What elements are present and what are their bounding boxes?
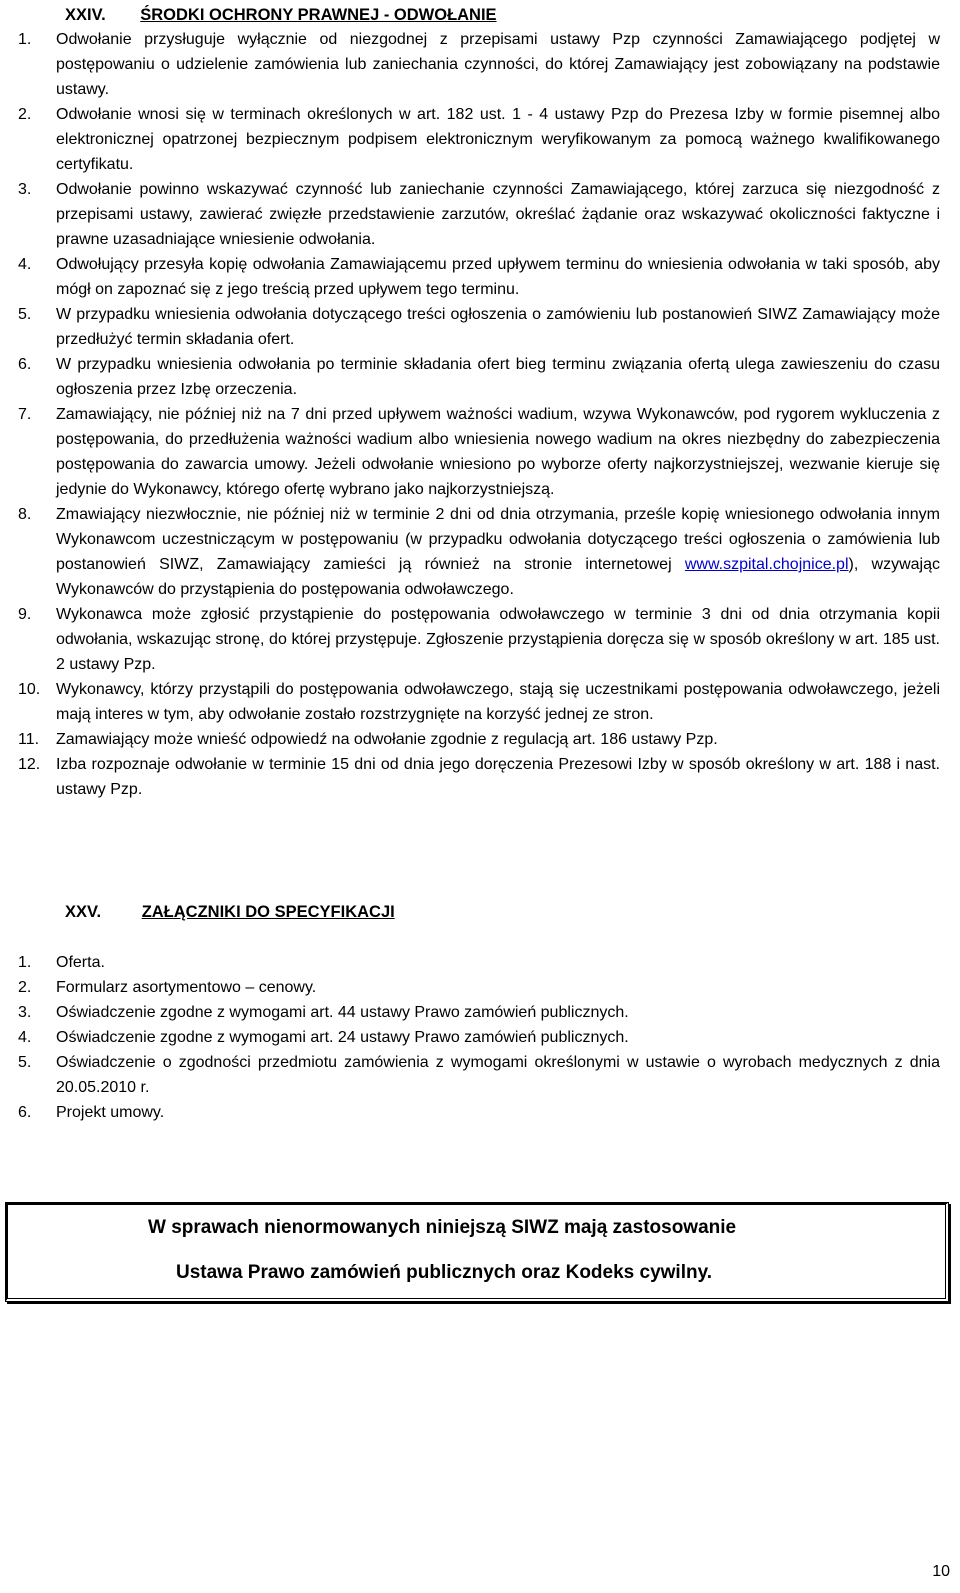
item-number: 11. — [18, 731, 40, 748]
item-number: 8. — [18, 506, 32, 523]
item-text-part: ), wzywając Wykonawców do przystąpienia do postępowania odwoławczego. — [56, 556, 940, 598]
item-number: 5. — [18, 306, 32, 323]
section-xxiv-heading — [65, 3, 497, 27]
notice-line: Ustawa Prawo zamówień publicznych oraz Kodeks cywilny. — [176, 1262, 713, 1283]
list-item — [18, 302, 940, 352]
item-text: Odwołujący przesyła kopię odwołania Zamawiającemu przed upływem terminu do wniesienia odwołania w taki sposób, aby mógł on zapoznać się z jego treścią przed upływem tego terminu. — [56, 256, 940, 298]
notice-line: W sprawach nienormowanych niniejszą SIWZ mają zastosowanie — [148, 1217, 737, 1238]
item-number: 6. — [18, 1104, 32, 1121]
list-item — [18, 752, 940, 802]
item-text: Izba rozpoznaje odwołanie w terminie 15 dni od dnia jego doręczenia Prezesowi Izby w sposób określony w art. 188 i nast. ustawy Pzp. — [56, 756, 940, 798]
item-number: 12. — [18, 756, 41, 773]
item-number: 4. — [18, 256, 32, 273]
item-text: Oświadczenie zgodne z wymogami art. 44 ustawy Prawo zamówień publicznych. — [56, 1004, 629, 1021]
section-xxv-heading — [65, 900, 395, 924]
item-text: Odwołanie wnosi się w terminach określonych w art. 182 ust. 1 - 4 ustawy Pzp do Prezesa Izby w formie pisemnej albo elektronicznej opatrzonej bezpiecznym podpisem elektronicznym weryfikowanym za pomocą ważnego kwalifikowanego certyfikatu. — [56, 106, 940, 173]
item-text: W przypadku wniesienia odwołania po terminie składania ofert bieg terminu związania ofertą ulega zawieszeniu do czasu ogłoszenia przez Izbę orzeczenia. — [56, 356, 940, 398]
item-text: Oferta. — [56, 954, 105, 971]
item-number: 7. — [18, 406, 32, 423]
item-text: Formularz asortymentowo – cenowy. — [56, 979, 317, 996]
item-text: Odwołanie przysługuje wyłącznie od niezgodnej z przepisami ustawy Pzp czynności Zamawiającego podjętej w postępowaniu o udzielenie zamówienia lub zaniechania czynności, do której Zamawiający jest zobowiązany na podstawie ustawy. — [56, 31, 940, 98]
item-number: 4. — [18, 1029, 32, 1046]
item-number: 5. — [18, 1054, 32, 1071]
item-text: Zamawiający, nie później niż na 7 dni przed upływem ważności wadium, wzywa Wykonawców, pod rygorem wykluczenia z postępowania, do przedłużenia ważności wadium albo wniesienia nowego wadium na okres niezbędny do zabezpieczenia postępowania do zawarcia umowy. Jeżeli odwołanie wniesiono po wyborze oferty najkorzystniejszej, wezwanie kieruje się jedynie do Wykonawcy, którego ofertę wybrano jako najkorzystniejszą. — [56, 406, 940, 498]
item-number: 2. — [18, 979, 32, 996]
item-text: Oświadczenie o zgodności przedmiotu zamówienia z wymogami określonymi w ustawie o wyrobach medycznych z dnia 20.05.2010 r. — [56, 1054, 940, 1096]
list-item — [18, 252, 940, 302]
item-number: 2. — [18, 106, 32, 123]
section-title: ZAŁĄCZNIKI DO SPECYFIKACJI — [141, 903, 395, 921]
list-item — [18, 102, 940, 177]
item-text: Projekt umowy. — [56, 1104, 165, 1121]
section-number: XXIV. — [65, 6, 106, 24]
section-number: XXV. — [65, 903, 102, 921]
item-text: Zamawiający może wnieść odpowiedź na odwołanie zgodnie z regulacją art. 186 ustawy Pzp. — [56, 731, 718, 748]
list-item — [18, 27, 940, 102]
list-item — [18, 502, 940, 602]
page-number: 10 — [932, 1563, 950, 1580]
item-number: 3. — [18, 181, 32, 198]
list-item — [18, 1100, 940, 1125]
list-item — [18, 1000, 940, 1025]
list-item — [18, 602, 940, 677]
list-item — [18, 402, 940, 502]
list-item — [18, 177, 940, 252]
hospital-website-link[interactable]: www.szpital.chojnice.pl — [684, 556, 849, 573]
list-item — [18, 352, 940, 402]
item-text-part: Zmawiający niezwłocznie, nie później niż w terminie 2 dni od dnia otrzymania, prześle kopię wniesionego odwołania innym Wykonawcom uczestniczącym w postępowaniu (w przypadku odwołania dotyczącego treści ogłoszenia o zamówienia lub postanowień SIWZ, Zamawiający zamieści ją również na stronie internetowej — [56, 506, 940, 573]
section-title: ŚRODKI OCHRONY PRAWNEJ - ODWOŁANIE — [140, 6, 497, 24]
item-text: Wykonawca może zgłosić przystąpienie do postępowania odwoławczego w terminie 3 dni od dnia otrzymania kopii odwołania, wskazując stronę, do której przystępuje. Zgłoszenie przystąpienia doręcza się w sposób określony w art. 185 ust. 2 ustawy Pzp. — [56, 606, 940, 673]
item-number: 1. — [18, 954, 32, 971]
item-number: 6. — [18, 356, 32, 373]
list-item — [18, 677, 940, 727]
item-text: Wykonawcy, którzy przystąpili do postępowania odwoławczego, stają się uczestnikami postępowania odwoławczego, jeżeli mają interes w tym, aby odwołanie zostało rozstrzygnięte na korzyść jednej ze stron. — [56, 681, 940, 723]
item-text: W przypadku wniesienia odwołania dotyczącego treści ogłoszenia o zamówieniu lub postanowień SIWZ Zamawiający może przedłużyć termin składania ofert. — [56, 306, 940, 348]
item-number: 1. — [18, 31, 32, 48]
item-text: Odwołanie powinno wskazywać czynność lub zaniechanie czynności Zamawiającego, której zarzuca się niezgodność z przepisami ustawy, zawierać zwięzłe przedstawienie zarzutów, określać żądanie oraz wskazywać okoliczności faktyczne i prawne uzasadniające wniesienie odwołania. — [56, 181, 940, 248]
list-item — [18, 950, 940, 975]
item-number: 3. — [18, 1004, 32, 1021]
appeal-list — [18, 27, 940, 802]
item-number: 9. — [18, 606, 32, 623]
notice-box — [5, 1202, 949, 1302]
attachments-list — [18, 950, 940, 1125]
item-text — [56, 502, 940, 602]
item-text: Oświadczenie zgodne z wymogami art. 24 ustawy Prawo zamówień publicznych. — [56, 1029, 629, 1046]
list-item — [18, 1025, 940, 1050]
list-item — [18, 975, 940, 1000]
list-item — [18, 727, 940, 752]
list-item — [18, 1050, 940, 1100]
item-number: 10. — [18, 681, 41, 698]
